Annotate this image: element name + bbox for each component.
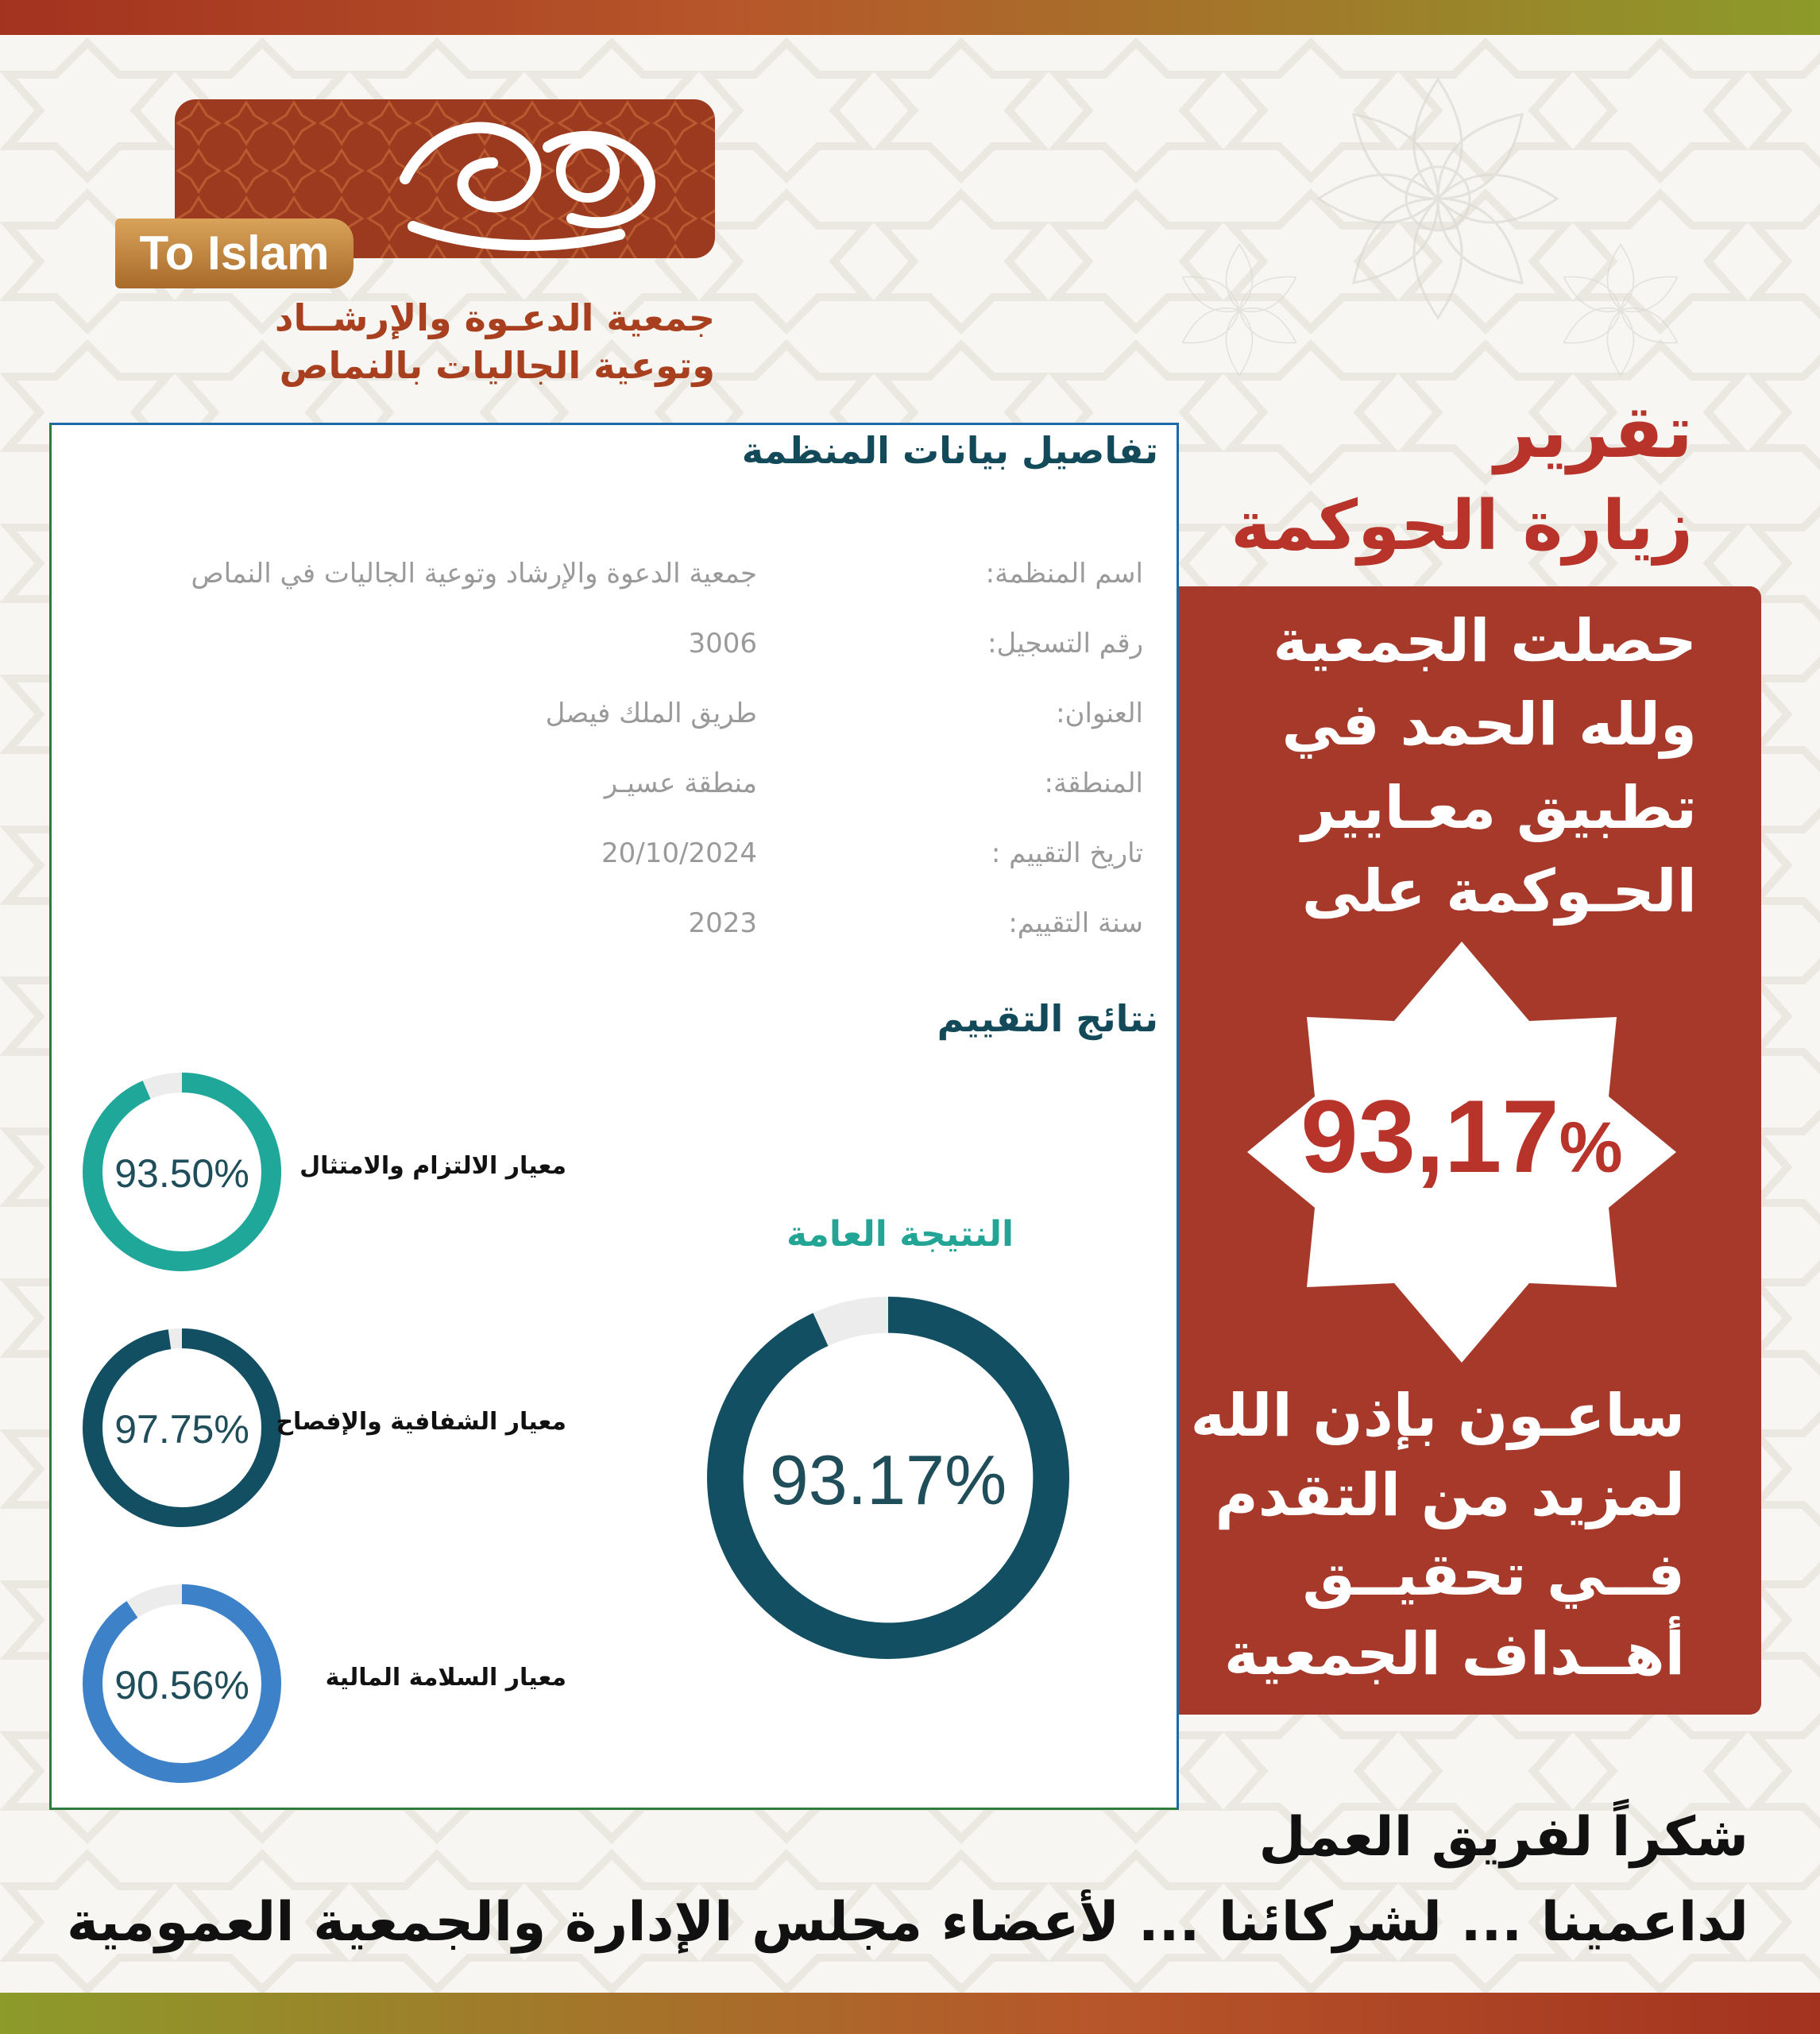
score-number: 93,17: [1300, 1078, 1559, 1194]
criterion-value: 93.50%: [114, 1151, 249, 1196]
row-value: منطقة عسيـر: [604, 768, 757, 799]
panel-line: تطبيق معـايير: [1301, 774, 1697, 842]
criterion-label: معيار الشفافية والإفصاح: [276, 1408, 566, 1436]
logo-name-line2: وتوعية الجاليات بالنماص: [279, 344, 715, 387]
panel-line: لمزيد من التقدم: [1215, 1461, 1685, 1529]
row-label: المنطقة:: [1044, 768, 1143, 799]
row-label: اسم المنظمة:: [985, 558, 1143, 590]
flower-watermark-icon: [1152, 48, 1692, 397]
overall-score-highlight: [1247, 1077, 1676, 1196]
panel-line: ولله الحمد في: [1281, 690, 1697, 759]
row-value: طريق الملك فيصل: [545, 698, 757, 729]
logo-tag: To Islam: [115, 218, 354, 288]
panel-line: حصلت الجمعية: [1273, 607, 1697, 675]
overall-result-label: النتيجة العامة: [786, 1214, 1014, 1255]
row-label: تاريخ التقييم :: [991, 837, 1143, 869]
criterion-label: معيار السلامة المالية: [325, 1664, 566, 1692]
panel-line: الحـوكمة على: [1301, 857, 1697, 926]
row-value: 3006: [688, 628, 757, 659]
score-percent-sign: %: [1559, 1108, 1623, 1188]
row-label: رقم التسجيل:: [987, 628, 1143, 659]
report-subtitle: زيارة الحوكمة: [1231, 486, 1693, 566]
row-value: 20/10/2024: [601, 837, 757, 869]
bottom-gradient-bar: [0, 1993, 1820, 2034]
thanks-line1: شكراً لفريق العمل: [1258, 1806, 1749, 1869]
panel-line: أهــداف الجمعية: [1223, 1620, 1685, 1688]
row-label: العنوان:: [1056, 698, 1143, 729]
report-title: تقرير: [1494, 389, 1693, 474]
row-value: 2023: [688, 907, 757, 939]
thanks-line2: لداعمينا ... لشركائنا ... لأعضاء مجلس الإدارة والجمعية العمومية: [67, 1891, 1749, 1954]
overall-value: 93.17%: [769, 1440, 1007, 1519]
association-logo: [111, 75, 723, 409]
panel-line: ساعـون بإذن الله: [1190, 1382, 1685, 1450]
row-label: سنة التقييم:: [1008, 907, 1143, 939]
top-gradient-bar: [0, 0, 1820, 35]
results-title: نتائج التقييم: [937, 997, 1158, 1040]
criterion-value: 90.56%: [114, 1663, 249, 1707]
details-title: تفاصيل بيانات المنظمة: [741, 429, 1158, 472]
criterion-value: 97.75%: [114, 1407, 249, 1452]
criterion-label: معيار الالتزام والامتثال: [299, 1152, 566, 1180]
row-value: جمعية الدعوة والإرشاد وتوعية الجاليات في النماص: [191, 558, 757, 590]
logo-name-line1: جمعية الدعـوة والإرشــاد: [274, 296, 715, 339]
panel-line: فــي تحقيــق: [1302, 1541, 1685, 1609]
